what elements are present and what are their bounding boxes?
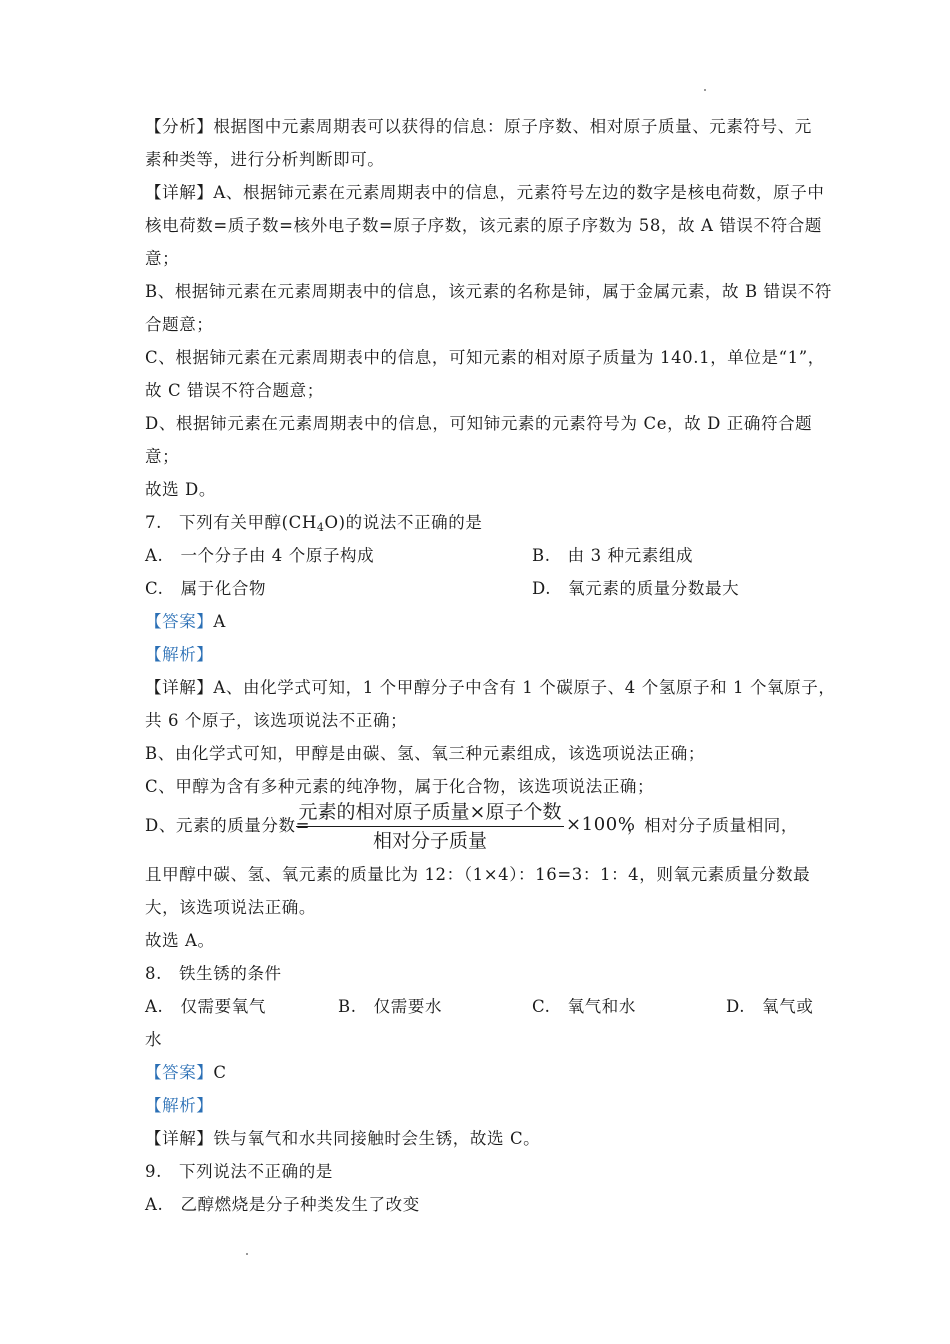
q7-detail-line-2: 共 6 个原子，该选项说法不正确； xyxy=(145,711,408,730)
q7-option-b-explain: B、由化学式可知，甲醇是由碳、氢、氧三种元素组成，该选项说法正确； xyxy=(145,744,705,763)
q7-option-b: B. 由 3 种元素组成 xyxy=(532,546,694,565)
detail-label: 【详解】 xyxy=(145,183,214,202)
answer-label: 【答案】 xyxy=(145,1063,214,1082)
q7-d-suffix: ，相对分子质量相同， xyxy=(627,816,798,835)
detail-label: 【详解】 xyxy=(145,678,214,697)
q9-stem: 9. 下列说法不正确的是 xyxy=(145,1162,333,1181)
q6-detail-line-3: 意； xyxy=(145,249,180,268)
q6-option-d-line-1: D、根据铈元素在元素周期表中的信息，可知铈元素的元素符号为 Ce，故 D 正确符合题 xyxy=(145,414,813,433)
q8-answer: 【答案】C xyxy=(145,1063,227,1082)
q7-stem-subscript: 4 xyxy=(316,521,325,534)
q6-option-d-line-2: 意； xyxy=(145,447,180,466)
footer-dot xyxy=(246,1253,248,1255)
q7-answer: 【答案】A xyxy=(145,612,226,631)
q6-option-b-line-1: B、根据铈元素在元素周期表中的信息，该元素的名称是铈，属于金属元素，故 B 错误不符 xyxy=(145,282,832,301)
q8-option-a: A. 仅需要氧气 xyxy=(145,997,266,1016)
q7-stem: 7. 下列有关甲醇$(CH_4O)$的说法不正确的是 xyxy=(145,513,483,534)
q6-option-c-line-2: 故 C 错误不符合题意； xyxy=(145,381,324,400)
q7-d-prefix: D、元素的质量分数= xyxy=(145,816,311,835)
q9-option-a: A. 乙醇燃烧是分子种类发生了改变 xyxy=(145,1195,420,1214)
q7-conclusion: 故选 A。 xyxy=(145,931,215,950)
q7-option-d: D. 氧元素的质量分数最大 xyxy=(532,579,740,598)
q7-d-line-3: 大，该选项说法正确。 xyxy=(145,898,316,917)
q6-detail-line-2: 核电荷数=质子数=核外电子数=原子序数，该元素的原子序数为 58，故 A 错误不符合题 xyxy=(145,216,822,235)
q6-conclusion: 故选 D。 xyxy=(145,480,216,499)
header-dot xyxy=(704,89,706,91)
q7-d-line-2: 且甲醇中碳、氢、氧元素的质量比为 12：（1×4）：16=3：1：4，则氧元素质量分数最 xyxy=(145,865,811,884)
mass-fraction-formula xyxy=(296,800,564,853)
q7-option-c: C. 属于化合物 xyxy=(145,579,267,598)
q6-detail-line-1: 【详解】A、根据铈元素在元素周期表中的信息，元素符号左边的数字是核电荷数，原子中 xyxy=(145,183,825,202)
analysis-label: 【分析】 xyxy=(145,117,214,136)
q8-option-d: D. 氧气或 xyxy=(726,997,814,1016)
q8-detail: 【详解】铁与氧气和水共同接触时会生锈，故选 C。 xyxy=(145,1129,541,1148)
formula-denominator: 相对分子质量 xyxy=(372,830,487,852)
q8-option-b: B. 仅需要水 xyxy=(338,997,443,1016)
q7-option-c-explain: C、甲醇为含有多种元素的纯净物，属于化合物，该选项说法正确； xyxy=(145,777,655,796)
q7-explain-label: 【解析】 xyxy=(145,645,214,664)
answer-label: 【答案】 xyxy=(145,612,214,631)
q8-explain-label: 【解析】 xyxy=(145,1096,214,1115)
q7-option-a: A. 一个分子由 4 个原子构成 xyxy=(145,546,375,565)
formula-numerator: 元素的相对原子质量×原子个数 xyxy=(296,800,564,827)
q6-option-c-line-1: C、根据铈元素在元素周期表中的信息，可知元素的相对原子质量为 140.1，单位是“1”， xyxy=(145,348,825,367)
q8-option-c: C. 氧气和水 xyxy=(532,997,636,1016)
q6-analysis-line-1: 【分析】根据图中元素周期表可以获得的信息：原子序数、相对原子质量、元素符号、元 xyxy=(145,117,812,136)
q8-stem: 8. 铁生锈的条件 xyxy=(145,964,282,983)
detail-label: 【详解】 xyxy=(145,1129,214,1148)
q6-analysis-line-2: 素种类等，进行分析判断即可。 xyxy=(145,150,385,169)
q6-option-b-line-2: 合题意； xyxy=(145,315,214,334)
formula-times-100: ×100% xyxy=(566,814,636,835)
q7-detail-line-1: 【详解】A、由化学式可知，1 个甲醇分子中含有 1 个碳原子、4 个氢原子和 1 个氧原子， xyxy=(145,678,836,697)
q8-option-d-wrap: 水 xyxy=(145,1030,163,1049)
